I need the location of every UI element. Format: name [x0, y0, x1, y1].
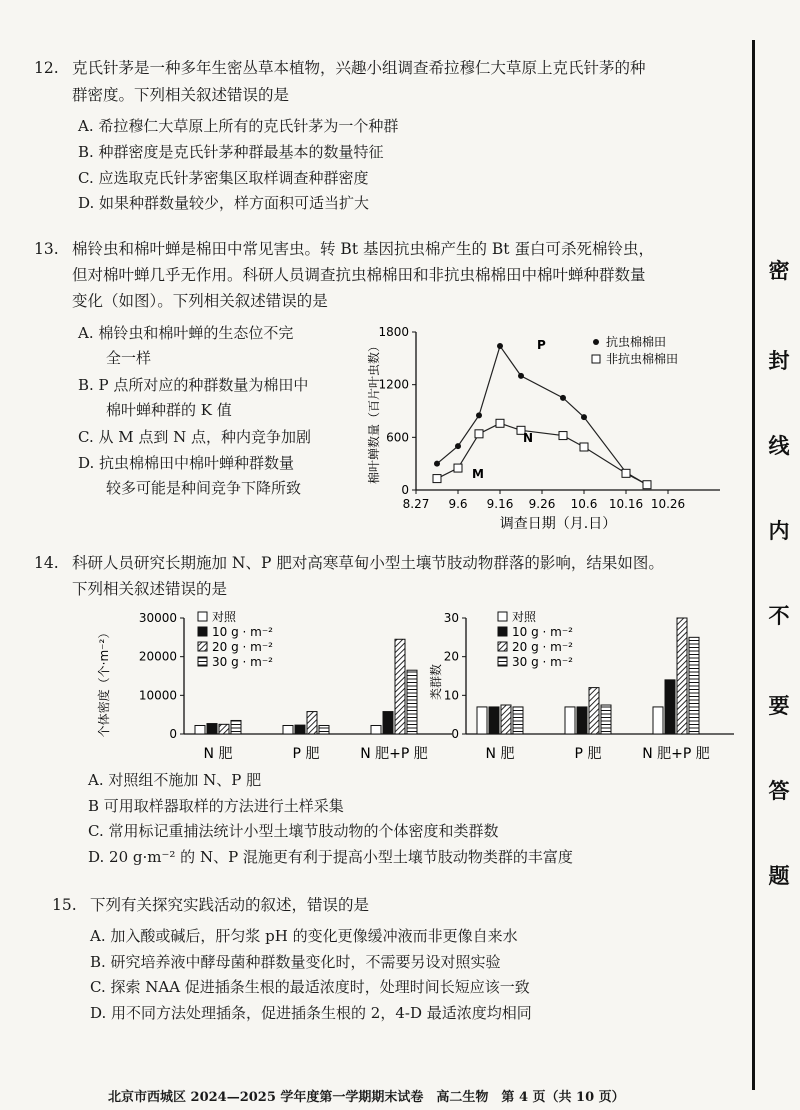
q12-number: 12.: [34, 59, 59, 77]
bar-0-1: [207, 724, 217, 734]
q13-option-b-line2: 棉叶蝉种群的 K 值: [106, 401, 232, 419]
q12-option-c: C. 应选取克氏针茅密集区取样调查种群密度: [78, 169, 369, 187]
legend-label-1: 10 g · m⁻²: [512, 625, 573, 639]
legend-label-3: 30 g · m⁻²: [512, 655, 573, 669]
x-tick-label-1: 9.6: [448, 497, 468, 511]
category-label-2: N 肥+P 肥: [642, 746, 710, 762]
seal-char-1: 密: [768, 258, 790, 283]
bar-2-3: [407, 670, 417, 734]
bar-0-0: [195, 725, 205, 734]
bar-2-1: [383, 712, 393, 734]
q13-stem-line2: 但对棉叶蝉几乎无作用。科研人员调查抗虫棉棉田和非抗虫棉棉田中棉叶蝉种群数量: [72, 266, 646, 284]
point-1-7: [622, 469, 630, 477]
line-chart-x-label: 调查日期（月.日）: [499, 516, 617, 532]
bar-1-1: [295, 725, 305, 734]
bar-2-1: [665, 680, 675, 734]
q13-option-d-line2: 较多可能是种间竞争下降所致: [106, 479, 302, 497]
bar-0-2: [501, 705, 511, 734]
binding-line: [752, 40, 755, 1090]
legend-swatch-1: [498, 627, 507, 636]
seal-char-5: 不: [768, 603, 790, 628]
point-0-3: [497, 343, 503, 349]
legend-swatch-3: [498, 657, 507, 666]
bar-0-2: [219, 724, 229, 734]
density-bar-chart: [97, 604, 428, 774]
seal-char-2: 封: [768, 348, 790, 373]
q12-stem-line2: 群密度。下列相关叙述错误的是: [72, 86, 290, 104]
annotation-p: P: [537, 338, 546, 352]
category-label-0: N 肥: [485, 746, 515, 762]
q15-option-c: C. 探索 NAA 促进插条生根的最适浓度时，处理时间长短应该一致: [90, 978, 530, 996]
legend-swatch-2: [198, 642, 207, 651]
legend-label-bt-field: 抗虫棉棉田: [606, 335, 667, 349]
bar-1-2: [307, 712, 317, 734]
bar-0-3: [513, 707, 523, 734]
point-1-2: [475, 430, 483, 438]
point-0-0: [434, 461, 440, 467]
bar-1-3: [319, 725, 329, 734]
q15-stem: 下列有关探究实践活动的叙述，错误的是: [90, 896, 370, 914]
q14-stem-line1: 科研人员研究长期施加 N、P 肥对高寒草甸小型土壤节肢动物群落的影响，结果如图。: [72, 554, 664, 572]
bar-2-3: [689, 637, 699, 734]
x-tick-label-6: 10.26: [650, 497, 686, 511]
q13-option-c: C. 从 M 点到 N 点，种内竞争加剧: [78, 428, 312, 446]
q14-option-d: D. 20 g·m⁻² 的 N、P 混施更有利于提高小型土壤节肢动物类群的丰富度: [88, 848, 573, 866]
q13-stem-line3: 变化（如图）。下列相关叙述错误的是: [72, 292, 328, 310]
annotation-m: M: [472, 467, 484, 481]
y-tick-label-0: 0: [169, 727, 177, 741]
bar-2-2: [395, 639, 405, 734]
q14-stem-line2: 下列相关叙述错误的是: [72, 580, 228, 598]
x-tick-label-0: 8.27: [402, 497, 430, 511]
point-0-5: [560, 395, 566, 401]
category-label-0: N 肥: [203, 746, 233, 762]
legend-label-0: 对照: [512, 610, 537, 624]
q13-number: 13.: [34, 240, 59, 258]
category-label-1: P 肥: [574, 746, 602, 762]
category-label-2: N 肥+P 肥: [360, 746, 428, 762]
q13-option-d-line1: D. 抗虫棉棉田中棉叶蝉种群数量: [78, 454, 295, 472]
point-1-0: [433, 475, 441, 483]
q14-option-b: B 可用取样器取样的方法进行土样采集: [88, 797, 344, 815]
legend-label-2: 20 g · m⁻²: [212, 640, 273, 654]
q13-stem-line1: 棉铃虫和棉叶蝉是棉田中常见害虫。转 Bt 基因抗虫棉产生的 Bt 蛋白可杀死棉铃虫，: [72, 240, 654, 258]
y-tick-label-3: 30000: [138, 611, 177, 625]
seal-char-8: 题: [768, 863, 790, 888]
y-tick-label-1: 10000: [138, 688, 177, 703]
series-line-0: [437, 346, 647, 485]
legend-label-2: 20 g · m⁻²: [512, 640, 573, 654]
bar-1-1: [577, 707, 587, 734]
point-1-8: [643, 481, 651, 489]
group-count-chart-y-label: 类群数: [429, 663, 443, 701]
annotation-n: N: [523, 431, 534, 445]
q15-option-d: D. 用不同方法处理插条，促进插条生根的 2，4-D 最适浓度均相同: [90, 1004, 532, 1022]
point-0-4: [518, 373, 524, 379]
legend-swatch-1: [198, 627, 207, 636]
x-tick-label-2: 9.16: [486, 497, 514, 511]
point-0-6: [581, 414, 587, 420]
line-chart-legend: [592, 334, 678, 366]
legend-swatch-3: [198, 657, 207, 666]
point-1-3: [496, 419, 504, 427]
bar-0-3: [231, 720, 241, 734]
y-tick-label-3: 1800: [378, 325, 409, 339]
seal-char-6: 要: [768, 693, 790, 718]
page-footer: 北京市西城区 2024—2025 学年度第一学期期末试卷 高二生物 第 4 页（共 10 页）: [108, 1090, 625, 1105]
y-tick-label-2: 20000: [138, 649, 177, 664]
bar-2-0: [653, 707, 663, 734]
group-count-bar-chart: [420, 604, 710, 774]
seal-char-3: 线: [768, 433, 790, 458]
y-tick-label-1: 600: [386, 430, 409, 445]
y-tick-label-2: 1200: [378, 377, 409, 392]
density-chart-y-label: 个体密度（个·m⁻²）: [97, 626, 111, 738]
bar-2-0: [371, 725, 381, 734]
bar-1-3: [601, 705, 611, 734]
legend-label-non-bt-field: 非抗虫棉棉田: [606, 352, 679, 366]
q15-number: 15.: [52, 896, 77, 914]
y-tick-label-0: 0: [401, 483, 409, 497]
bar-1-0: [565, 707, 575, 734]
y-tick-label-0: 0: [451, 727, 459, 741]
point-1-1: [454, 464, 462, 472]
legend-label-0: 对照: [212, 610, 237, 624]
bar-0-0: [477, 707, 487, 734]
point-0-1: [455, 443, 461, 449]
line-chart-y-label: 棉叶蝉数量（百片叶虫数）: [367, 339, 381, 485]
q14-option-a: A. 对照组不施加 N、P 肥: [88, 771, 262, 789]
legend-label-3: 30 g · m⁻²: [212, 655, 273, 669]
q12-option-d: D. 如果种群数量较少，样方面积可适当扩大: [78, 194, 370, 212]
bar-2-2: [677, 618, 687, 734]
series-line-1: [437, 423, 647, 484]
point-0-2: [476, 412, 482, 418]
x-tick-label-3: 9.26: [528, 497, 556, 511]
legend-label-1: 10 g · m⁻²: [212, 625, 273, 639]
q14-number: 14.: [34, 554, 59, 572]
seal-char-4: 内: [768, 518, 790, 543]
q13-option-a-line1: A. 棉铃虫和棉叶蝉的生态位不完: [78, 324, 294, 342]
y-tick-label-3: 30: [443, 611, 459, 625]
cotton-leafhopper-line-chart: [360, 318, 740, 540]
q13-option-a-line2: 全一样: [106, 349, 152, 367]
bar-1-0: [283, 725, 293, 734]
y-tick-label-2: 20: [443, 649, 459, 664]
y-tick-label-1: 10: [443, 688, 459, 703]
bar-1-2: [589, 688, 599, 734]
q15-option-a: A. 加入酸或碱后，肝匀浆 pH 的变化更像缓冲液而非更像自来水: [90, 927, 518, 945]
q12-option-b: B. 种群密度是克氏针茅种群最基本的数量特征: [78, 143, 384, 161]
bar-0-1: [489, 707, 499, 734]
legend-swatch-0: [498, 612, 507, 621]
legend-marker-open-square: [592, 355, 600, 363]
q13-option-b-line1: B. P 点所对应的种群数量为棉田中: [78, 376, 309, 394]
q14-option-c: C. 常用标记重捕法统计小型土壤节肢动物的个体密度和类群数: [88, 822, 499, 840]
legend-marker-filled-circle: [593, 339, 599, 345]
q12-stem-line1: 克氏针茅是一种多年生密丛草本植物，兴趣小组调查希拉穆仁大草原上克氏针茅的种: [72, 59, 646, 77]
q15-option-b: B. 研究培养液中酵母菌种群数量变化时，不需要另设对照实验: [90, 953, 501, 971]
point-1-6: [580, 443, 588, 451]
x-tick-label-4: 10.6: [570, 497, 598, 511]
legend-swatch-0: [198, 612, 207, 621]
point-1-5: [559, 432, 567, 440]
q12-option-a: A. 希拉穆仁大草原上所有的克氏针茅为一个种群: [78, 117, 399, 135]
legend-swatch-2: [498, 642, 507, 651]
seal-char-7: 答: [768, 778, 790, 803]
category-label-1: P 肥: [292, 746, 320, 762]
x-tick-label-5: 10.16: [608, 497, 644, 511]
